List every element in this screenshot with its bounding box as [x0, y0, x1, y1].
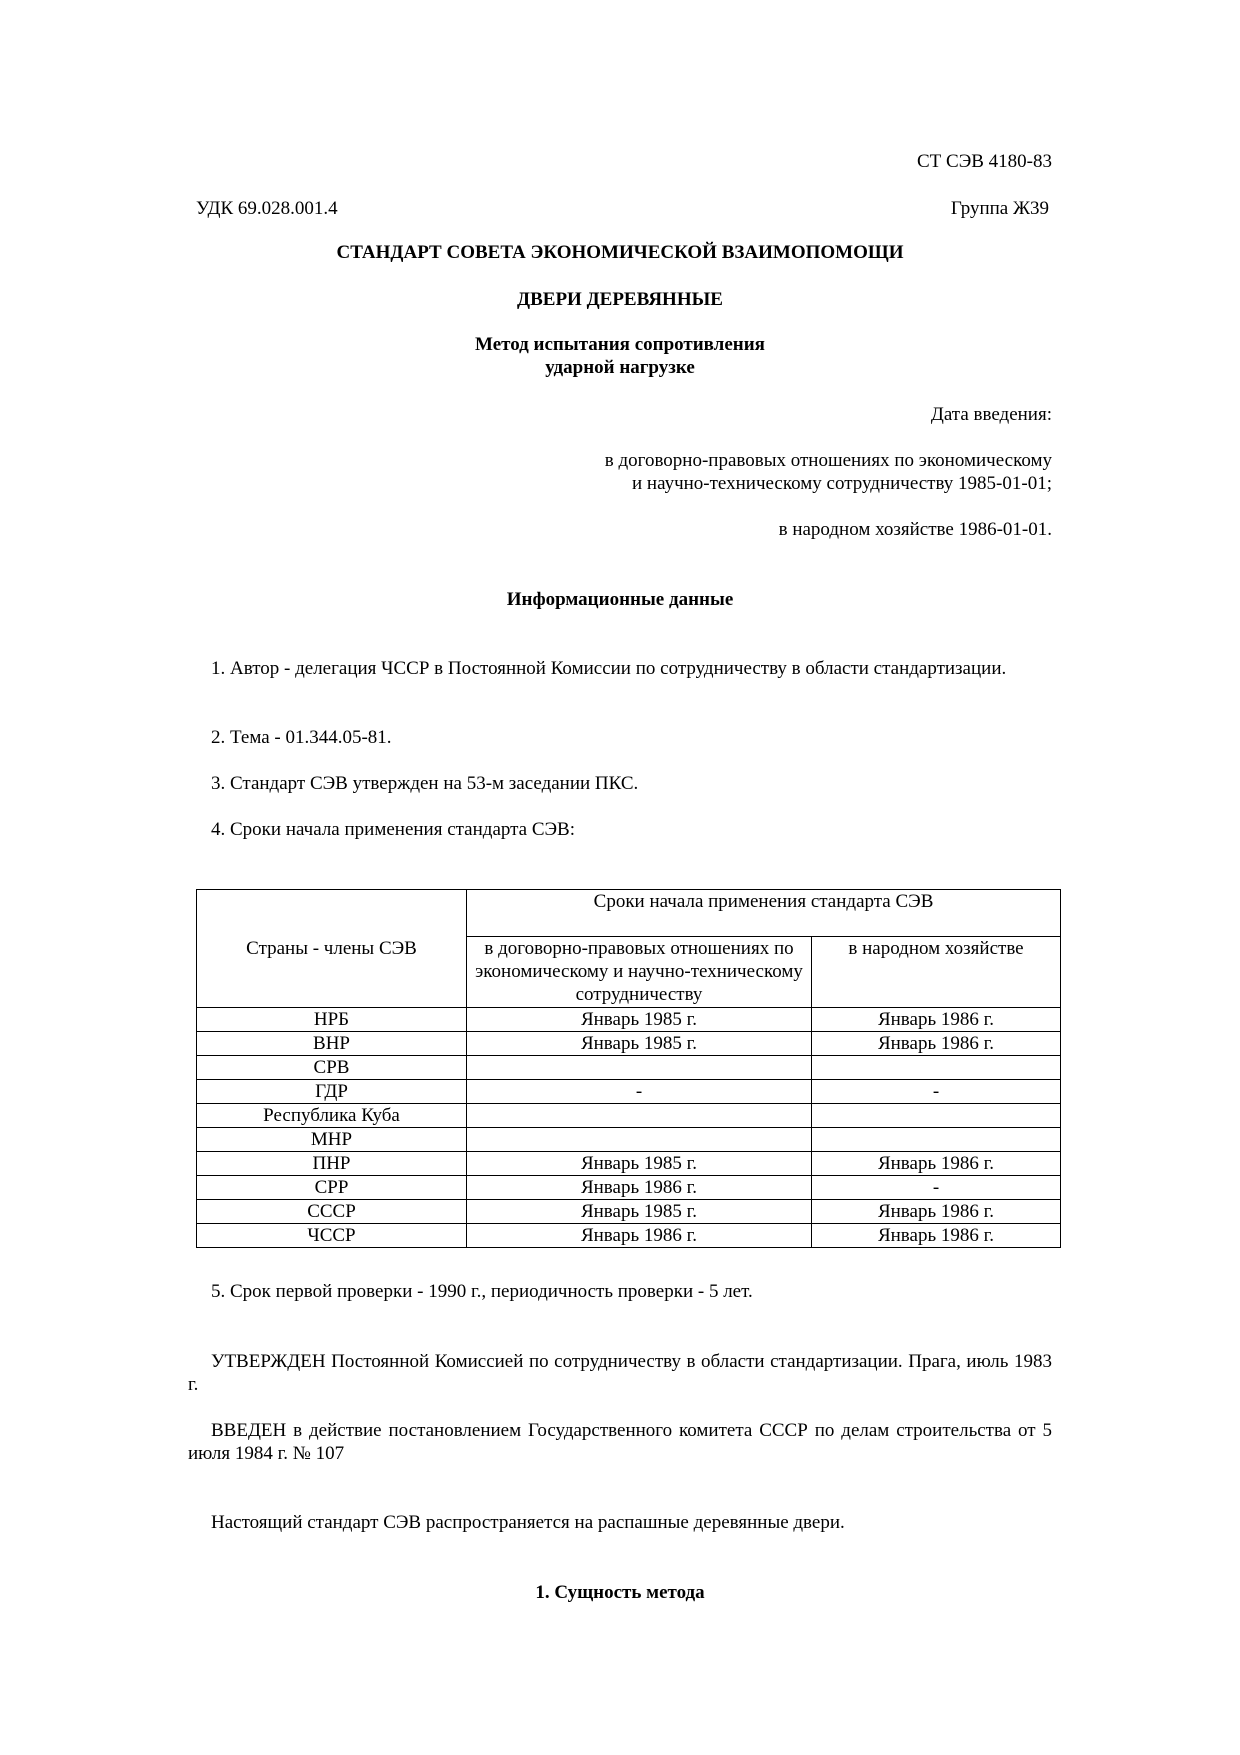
info-item-2: 2. Тема - 01.344.05-81. — [211, 727, 392, 748]
contract-date-cell: Январь 1985 г. — [467, 1200, 812, 1224]
country-cell: ВНР — [197, 1032, 467, 1056]
contract-date-cell: Январь 1985 г. — [467, 1032, 812, 1056]
table-row — [197, 1152, 1061, 1176]
national-date-cell: - — [812, 1176, 1061, 1200]
method-title-line2: ударной нагрузке — [545, 357, 695, 378]
national-date-cell — [812, 1104, 1061, 1128]
country-cell: НРБ — [197, 1008, 467, 1032]
country-cell: Республика Куба — [197, 1104, 467, 1128]
info-item-1: 1. Автор - делегация ЧССР в Постоянной Комиссии по сотрудничеству в области стандартизации. — [211, 658, 1007, 679]
national-date-cell: Январь 1986 г. — [812, 1224, 1061, 1248]
info-item-5: 5. Срок первой проверки - 1990 г., периодичность проверки - 5 лет. — [211, 1281, 753, 1302]
header-country: Страны - члены СЭВ — [197, 890, 467, 1008]
header-group: Сроки начала применения стандарта СЭВ — [467, 890, 1061, 937]
header-contract: в договорно-правовых отношениях по экономическому и научно-техническому сотрудничеству — [467, 937, 812, 1008]
approval-approved: УТВЕРЖДЕН Постоянной Комиссией по сотрудничеству в области стандартизации. Прага, июль 1983 г. — [188, 1351, 1052, 1395]
table-row — [197, 1176, 1061, 1200]
table-row — [197, 1080, 1061, 1104]
contract-date-cell — [467, 1128, 812, 1152]
national-date-cell: Январь 1986 г. — [812, 1152, 1061, 1176]
table-row — [197, 1032, 1061, 1056]
national-date-cell — [812, 1056, 1061, 1080]
schedule-table — [196, 889, 1061, 1248]
country-cell: ЧССР — [197, 1224, 467, 1248]
contract-date-cell: Январь 1986 г. — [467, 1176, 812, 1200]
contract-date-cell: Январь 1985 г. — [467, 1152, 812, 1176]
intro-date-contract-line2: и научно-техническому сотрудничеству 1985-01-01; — [632, 473, 1052, 494]
country-cell: СССР — [197, 1200, 467, 1224]
contract-date-cell: - — [467, 1080, 812, 1104]
method-title-line1: Метод испытания сопротивления — [475, 334, 765, 355]
table-row — [197, 1008, 1061, 1032]
table-row — [197, 1128, 1061, 1152]
contract-date-cell — [467, 1104, 812, 1128]
group-code: Группа Ж39 — [950, 198, 1049, 219]
national-date-cell — [812, 1128, 1061, 1152]
product-title: ДВЕРИ ДЕРЕВЯННЫЕ — [517, 289, 723, 310]
table-row — [197, 1104, 1061, 1128]
intro-date-contract-line1: в договорно-правовых отношениях по экономическому — [604, 450, 1052, 471]
national-date-cell: Январь 1986 г. — [812, 1008, 1061, 1032]
info-heading: Информационные данные — [506, 589, 734, 610]
country-cell: СРВ — [197, 1056, 467, 1080]
standard-designation: СТ СЭВ 4180-83 — [917, 151, 1052, 172]
intro-date-label: Дата введения: — [930, 404, 1052, 425]
table-row — [197, 1200, 1061, 1224]
council-title: СТАНДАРТ СОВЕТА ЭКОНОМИЧЕСКОЙ ВЗАИМОПОМОЩИ — [336, 242, 904, 263]
intro-date-national: в народном хозяйстве 1986-01-01. — [778, 519, 1052, 540]
country-cell: МНР — [197, 1128, 467, 1152]
scope-paragraph: Настоящий стандарт СЭВ распространяется на распашные деревянные двери. — [211, 1512, 845, 1533]
table-row — [197, 1056, 1061, 1080]
contract-date-cell: Январь 1985 г. — [467, 1008, 812, 1032]
national-date-cell: - — [812, 1080, 1061, 1104]
country-cell: ПНР — [197, 1152, 467, 1176]
national-date-cell: Январь 1986 г. — [812, 1032, 1061, 1056]
approval-introduced: ВВЕДЕН в действие постановлением Государственного комитета СССР по делам строительства от 5 июля 1984 г. № 107 — [188, 1420, 1052, 1464]
country-cell: ГДР — [197, 1080, 467, 1104]
info-item-4: 4. Сроки начала применения стандарта СЭВ: — [211, 819, 576, 840]
contract-date-cell: Январь 1986 г. — [467, 1224, 812, 1248]
national-date-cell: Январь 1986 г. — [812, 1200, 1061, 1224]
section-1-heading: 1. Сущность метода — [535, 1582, 705, 1603]
info-item-3: 3. Стандарт СЭВ утвержден на 53-м заседании ПКС. — [211, 773, 639, 794]
udc-code: УДК 69.028.001.4 — [196, 198, 338, 219]
header-national: в народном хозяйстве — [812, 937, 1061, 1008]
contract-date-cell — [467, 1056, 812, 1080]
table-row — [197, 1224, 1061, 1248]
country-cell: СРР — [197, 1176, 467, 1200]
